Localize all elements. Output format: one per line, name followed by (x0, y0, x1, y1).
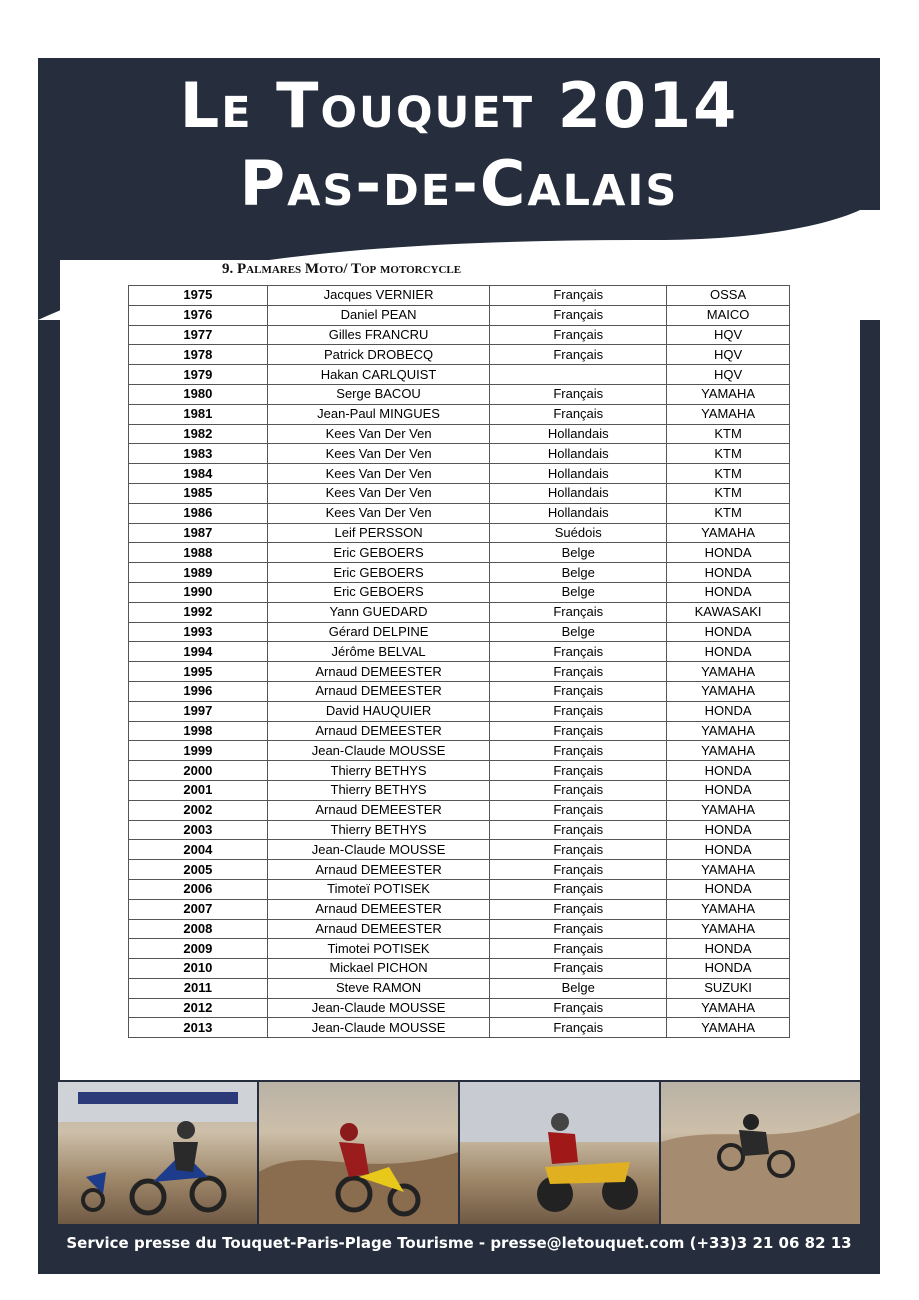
brand-cell: YAMAHA (667, 404, 790, 424)
table-row (129, 761, 790, 781)
nationality-cell: Français (490, 325, 667, 345)
nationality-cell: Français (490, 820, 667, 840)
rider-cell: Thierry BETHYS (267, 820, 490, 840)
year-cell: 1993 (129, 622, 268, 642)
year-cell: 1983 (129, 444, 268, 464)
rider-cell: Eric GEBOERS (267, 582, 490, 602)
photo-strip (58, 1082, 860, 1224)
year-cell: 1999 (129, 741, 268, 761)
brand-cell: HONDA (667, 582, 790, 602)
table-row (129, 483, 790, 503)
rider-cell: Eric GEBOERS (267, 563, 490, 583)
table-row (129, 642, 790, 662)
rider-cell: Arnaud DEMEESTER (267, 721, 490, 741)
nationality-cell: Belge (490, 978, 667, 998)
year-cell: 1980 (129, 384, 268, 404)
year-cell: 2012 (129, 998, 268, 1018)
rider-cell: Leif PERSSON (267, 523, 490, 543)
table-row (129, 939, 790, 959)
table-row (129, 582, 790, 602)
year-cell: 1992 (129, 602, 268, 622)
table-row (129, 325, 790, 345)
nationality-cell: Hollandais (490, 483, 667, 503)
brand-cell: MAICO (667, 305, 790, 325)
year-cell: 2011 (129, 978, 268, 998)
nationality-cell: Français (490, 840, 667, 860)
table-row (129, 978, 790, 998)
nationality-cell: Français (490, 761, 667, 781)
brand-cell: SUZUKI (667, 978, 790, 998)
rider-cell: Jean-Claude MOUSSE (267, 998, 490, 1018)
nationality-cell: Français (490, 305, 667, 325)
table-row (129, 721, 790, 741)
rider-cell: Kees Van Der Ven (267, 483, 490, 503)
brand-cell: KTM (667, 444, 790, 464)
year-cell: 1978 (129, 345, 268, 365)
table-row (129, 464, 790, 484)
motocross-photo-2 (259, 1082, 458, 1224)
brand-cell: HONDA (667, 780, 790, 800)
nationality-cell: Belge (490, 563, 667, 583)
year-cell: 1981 (129, 404, 268, 424)
brand-cell: HONDA (667, 622, 790, 642)
rider-cell: Patrick DROBECQ (267, 345, 490, 365)
table-row (129, 741, 790, 761)
palmares-table (128, 285, 790, 1038)
nationality-cell: Français (490, 642, 667, 662)
rider-cell: Arnaud DEMEESTER (267, 681, 490, 701)
year-cell: 1979 (129, 365, 268, 385)
nationality-cell: Français (490, 681, 667, 701)
year-cell: 1990 (129, 582, 268, 602)
nationality-cell: Français (490, 879, 667, 899)
table-row (129, 384, 790, 404)
year-cell: 1975 (129, 286, 268, 306)
rider-cell: Serge BACOU (267, 384, 490, 404)
table-row (129, 662, 790, 682)
year-cell: 2013 (129, 1018, 268, 1038)
brand-cell: KAWASAKI (667, 602, 790, 622)
brand-cell: HONDA (667, 761, 790, 781)
brand-cell: OSSA (667, 286, 790, 306)
year-cell: 2000 (129, 761, 268, 781)
nationality-cell (490, 365, 667, 385)
rider-cell: Gérard DELPINE (267, 622, 490, 642)
nationality-cell: Français (490, 780, 667, 800)
page-title-line1: Le Touquet 2014 (179, 69, 739, 142)
year-cell: 1982 (129, 424, 268, 444)
nationality-cell: Suédois (490, 523, 667, 543)
year-cell: 1996 (129, 681, 268, 701)
brand-cell: HQV (667, 365, 790, 385)
rider-cell: Thierry BETHYS (267, 780, 490, 800)
brand-cell: YAMAHA (667, 681, 790, 701)
nationality-cell: Français (490, 721, 667, 741)
table-row (129, 879, 790, 899)
nationality-cell: Belge (490, 543, 667, 563)
brand-cell: YAMAHA (667, 800, 790, 820)
brand-cell: YAMAHA (667, 741, 790, 761)
rider-icon (58, 1082, 257, 1224)
rider-cell: Daniel PEAN (267, 305, 490, 325)
year-cell: 1985 (129, 483, 268, 503)
motocross-photo-4 (661, 1082, 860, 1224)
brand-cell: HONDA (667, 642, 790, 662)
rider-cell: Steve RAMON (267, 978, 490, 998)
rider-cell: Timotei POTISEK (267, 939, 490, 959)
table-row (129, 563, 790, 583)
brand-cell: HONDA (667, 840, 790, 860)
rider-cell: Jean-Claude MOUSSE (267, 741, 490, 761)
nationality-cell: Hollandais (490, 444, 667, 464)
nationality-cell: Français (490, 939, 667, 959)
nationality-cell: Français (490, 959, 667, 979)
quad-photo-3 (460, 1082, 659, 1224)
year-cell: 2006 (129, 879, 268, 899)
rider-cell: Jean-Claude MOUSSE (267, 1018, 490, 1038)
brand-cell: HQV (667, 325, 790, 345)
year-cell: 1986 (129, 503, 268, 523)
rider-cell: Thierry BETHYS (267, 761, 490, 781)
rider-cell: Hakan CARLQUIST (267, 365, 490, 385)
rider-cell: Kees Van Der Ven (267, 503, 490, 523)
rider-cell: Jean-Claude MOUSSE (267, 840, 490, 860)
brand-cell: YAMAHA (667, 1018, 790, 1038)
brand-cell: HONDA (667, 939, 790, 959)
brand-cell: KTM (667, 464, 790, 484)
brand-cell: YAMAHA (667, 998, 790, 1018)
rider-cell: Arnaud DEMEESTER (267, 662, 490, 682)
rider-cell: Timoteï POTISEK (267, 879, 490, 899)
year-cell: 2001 (129, 780, 268, 800)
brand-cell: HONDA (667, 563, 790, 583)
year-cell: 2010 (129, 959, 268, 979)
year-cell: 1997 (129, 701, 268, 721)
nationality-cell: Français (490, 701, 667, 721)
nationality-cell: Français (490, 860, 667, 880)
nationality-cell: Belge (490, 622, 667, 642)
section-title: 9. Palmares Moto/ Top motorcycle (222, 261, 462, 277)
table-row (129, 919, 790, 939)
table-row (129, 780, 790, 800)
rider-cell: Gilles FRANCRU (267, 325, 490, 345)
table-row (129, 444, 790, 464)
brand-cell: YAMAHA (667, 721, 790, 741)
table-row (129, 404, 790, 424)
nationality-cell: Français (490, 345, 667, 365)
rider-cell: Kees Van Der Ven (267, 464, 490, 484)
table-row (129, 602, 790, 622)
table-row (129, 286, 790, 306)
nationality-cell: Français (490, 800, 667, 820)
rider-cell: Arnaud DEMEESTER (267, 899, 490, 919)
brand-cell: YAMAHA (667, 384, 790, 404)
table-row (129, 681, 790, 701)
rider-cell: Arnaud DEMEESTER (267, 919, 490, 939)
year-cell: 1987 (129, 523, 268, 543)
nationality-cell: Français (490, 286, 667, 306)
nationality-cell: Français (490, 404, 667, 424)
rider-cell: David HAUQUIER (267, 701, 490, 721)
year-cell: 1994 (129, 642, 268, 662)
nationality-cell: Français (490, 384, 667, 404)
table-row (129, 998, 790, 1018)
brand-cell: HONDA (667, 820, 790, 840)
nationality-cell: Français (490, 741, 667, 761)
year-cell: 2003 (129, 820, 268, 840)
rider-cell: Mickael PICHON (267, 959, 490, 979)
rider-cell: Jacques VERNIER (267, 286, 490, 306)
brand-cell: HQV (667, 345, 790, 365)
year-cell: 1977 (129, 325, 268, 345)
nationality-cell: Français (490, 1018, 667, 1038)
brand-cell: YAMAHA (667, 662, 790, 682)
nationality-cell: Belge (490, 582, 667, 602)
rider-icon (259, 1082, 458, 1224)
table-row (129, 503, 790, 523)
quad-icon (460, 1082, 659, 1224)
page-title-line2: Pas-de-Calais (239, 147, 679, 220)
brand-cell: KTM (667, 503, 790, 523)
brand-cell: HONDA (667, 543, 790, 563)
nationality-cell: Hollandais (490, 464, 667, 484)
year-cell: 2008 (129, 919, 268, 939)
year-cell: 2002 (129, 800, 268, 820)
nationality-cell: Français (490, 602, 667, 622)
table-row (129, 622, 790, 642)
rider-cell: Arnaud DEMEESTER (267, 860, 490, 880)
rider-cell: Eric GEBOERS (267, 543, 490, 563)
brand-cell: HONDA (667, 701, 790, 721)
table-row (129, 424, 790, 444)
year-cell: 1995 (129, 662, 268, 682)
rider-cell: Kees Van Der Ven (267, 424, 490, 444)
brand-cell: YAMAHA (667, 523, 790, 543)
year-cell: 2009 (129, 939, 268, 959)
year-cell: 1976 (129, 305, 268, 325)
nationality-cell: Français (490, 662, 667, 682)
year-cell: 1984 (129, 464, 268, 484)
rider-cell: Jean-Paul MINGUES (267, 404, 490, 424)
rider-icon (661, 1082, 860, 1224)
nationality-cell: Hollandais (490, 503, 667, 523)
brand-cell: YAMAHA (667, 899, 790, 919)
table-row (129, 899, 790, 919)
nationality-cell: Français (490, 998, 667, 1018)
table-row (129, 365, 790, 385)
brand-cell: YAMAHA (667, 860, 790, 880)
table-row (129, 840, 790, 860)
year-cell: 2004 (129, 840, 268, 860)
rider-cell: Jérôme BELVAL (267, 642, 490, 662)
footer-contact: Service presse du Touquet-Paris-Plage Tourisme - presse@letouquet.com (+33)3 21 06 82 13 (66, 1234, 852, 1252)
year-cell: 1988 (129, 543, 268, 563)
rider-cell: Arnaud DEMEESTER (267, 800, 490, 820)
table-row (129, 1018, 790, 1038)
brand-cell: HONDA (667, 879, 790, 899)
brand-cell: YAMAHA (667, 919, 790, 939)
table-row (129, 345, 790, 365)
motocross-photo-1 (58, 1082, 257, 1224)
rider-cell: Yann GUEDARD (267, 602, 490, 622)
nationality-cell: Français (490, 919, 667, 939)
rider-cell: Kees Van Der Ven (267, 444, 490, 464)
table-row (129, 701, 790, 721)
year-cell: 2007 (129, 899, 268, 919)
year-cell: 1989 (129, 563, 268, 583)
brand-cell: KTM (667, 424, 790, 444)
table-row (129, 860, 790, 880)
year-cell: 2005 (129, 860, 268, 880)
table-row (129, 543, 790, 563)
table-row (129, 305, 790, 325)
brand-cell: KTM (667, 483, 790, 503)
year-cell: 1998 (129, 721, 268, 741)
brand-cell: HONDA (667, 959, 790, 979)
nationality-cell: Hollandais (490, 424, 667, 444)
table-row (129, 523, 790, 543)
table-row (129, 820, 790, 840)
table-row (129, 800, 790, 820)
table-row (129, 959, 790, 979)
nationality-cell: Français (490, 899, 667, 919)
